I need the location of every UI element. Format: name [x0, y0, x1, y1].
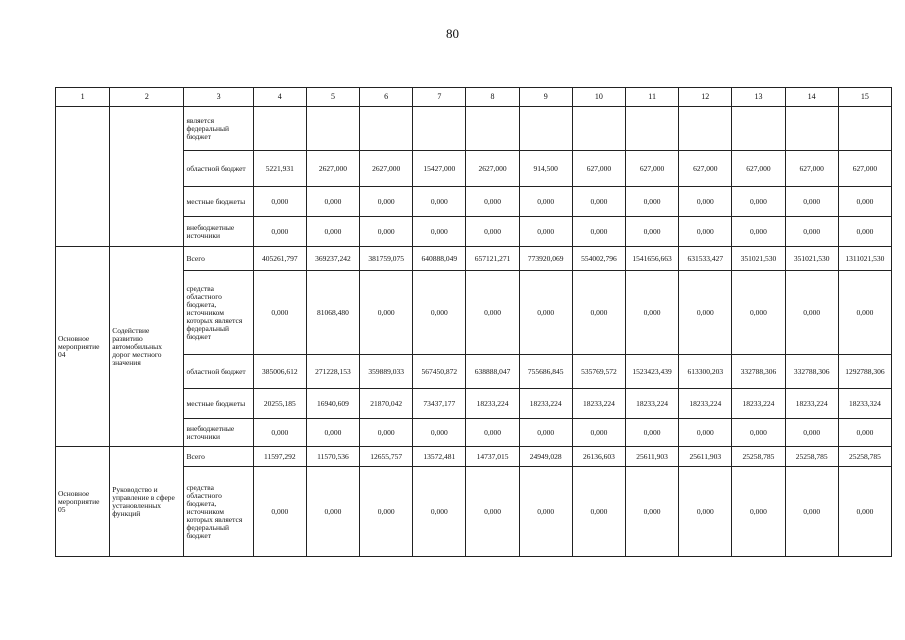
- value-cell: 0,000: [466, 467, 519, 557]
- value-cell: 25611,903: [679, 447, 732, 467]
- funding-source-cell: областной бюджет: [184, 355, 253, 389]
- value-cell: 0,000: [413, 419, 466, 447]
- value-cell: 0,000: [785, 187, 838, 217]
- value-cell: 0,000: [466, 271, 519, 355]
- value-cell: 405261,797: [253, 247, 306, 271]
- value-cell: [466, 107, 519, 151]
- value-cell: 24949,028: [519, 447, 572, 467]
- value-cell: 0,000: [838, 217, 891, 247]
- value-cell: 13572,481: [413, 447, 466, 467]
- value-cell: 0,000: [732, 419, 785, 447]
- value-cell: [519, 107, 572, 151]
- value-cell: 0,000: [838, 187, 891, 217]
- funding-source-cell: Всего: [184, 447, 253, 467]
- column-header-4: 4: [253, 88, 306, 107]
- value-cell: 18233,224: [466, 389, 519, 419]
- value-cell: 25258,785: [732, 447, 785, 467]
- column-header-10: 10: [572, 88, 625, 107]
- value-cell: 0,000: [732, 271, 785, 355]
- value-cell: [785, 107, 838, 151]
- value-cell: 25258,785: [785, 447, 838, 467]
- value-cell: 0,000: [732, 187, 785, 217]
- value-cell: 0,000: [306, 419, 359, 447]
- funding-source-cell: является федеральный бюджет: [184, 107, 253, 151]
- value-cell: 351021,530: [785, 247, 838, 271]
- value-cell: 0,000: [679, 187, 732, 217]
- value-cell: 0,000: [519, 467, 572, 557]
- value-cell: 18233,224: [732, 389, 785, 419]
- value-cell: 0,000: [413, 467, 466, 557]
- value-cell: 381759,075: [360, 247, 413, 271]
- value-cell: 81068,480: [306, 271, 359, 355]
- value-cell: 0,000: [732, 217, 785, 247]
- value-cell: 11597,292: [253, 447, 306, 467]
- value-cell: [732, 107, 785, 151]
- value-cell: [679, 107, 732, 151]
- value-cell: 21870,042: [360, 389, 413, 419]
- value-cell: 12655,757: [360, 447, 413, 467]
- value-cell: 0,000: [732, 467, 785, 557]
- value-cell: 0,000: [360, 271, 413, 355]
- value-cell: 0,000: [253, 217, 306, 247]
- value-cell: 657121,271: [466, 247, 519, 271]
- value-cell: [626, 107, 679, 151]
- value-cell: 1541656,663: [626, 247, 679, 271]
- value-cell: 271228,153: [306, 355, 359, 389]
- event-name-cell: [56, 107, 110, 247]
- value-cell: 627,000: [679, 151, 732, 187]
- value-cell: 0,000: [679, 217, 732, 247]
- value-cell: 627,000: [838, 151, 891, 187]
- value-cell: 0,000: [785, 467, 838, 557]
- value-cell: 0,000: [785, 217, 838, 247]
- value-cell: 0,000: [626, 271, 679, 355]
- value-cell: 359889,033: [360, 355, 413, 389]
- value-cell: 11570,536: [306, 447, 359, 467]
- event-name-cell: Основное мероприятие 05: [56, 447, 110, 557]
- value-cell: 638888,047: [466, 355, 519, 389]
- value-cell: 755686,845: [519, 355, 572, 389]
- column-header-11: 11: [626, 88, 679, 107]
- column-header-13: 13: [732, 88, 785, 107]
- value-cell: 73437,177: [413, 389, 466, 419]
- event-description-cell: [110, 107, 184, 247]
- funding-source-cell: внебюджетные источники: [184, 217, 253, 247]
- funding-source-cell: Всего: [184, 247, 253, 271]
- value-cell: 0,000: [360, 467, 413, 557]
- funding-source-cell: местные бюджеты: [184, 187, 253, 217]
- value-cell: 0,000: [413, 187, 466, 217]
- value-cell: 25258,785: [838, 447, 891, 467]
- value-cell: 0,000: [360, 187, 413, 217]
- value-cell: 627,000: [732, 151, 785, 187]
- value-cell: [253, 107, 306, 151]
- value-cell: 0,000: [306, 217, 359, 247]
- event-name-cell: Основное мероприятие 04: [56, 247, 110, 447]
- value-cell: 0,000: [572, 217, 625, 247]
- event-description-cell: Руководство и управление в сфере установленных функций: [110, 447, 184, 557]
- value-cell: 18233,224: [626, 389, 679, 419]
- funding-source-cell: средства областного бюджета, источником которых является федеральный бюджет: [184, 271, 253, 355]
- value-cell: 1311021,530: [838, 247, 891, 271]
- value-cell: 1523423,439: [626, 355, 679, 389]
- value-cell: 0,000: [838, 467, 891, 557]
- funding-source-cell: местные бюджеты: [184, 389, 253, 419]
- value-cell: 16940,609: [306, 389, 359, 419]
- column-header-5: 5: [306, 88, 359, 107]
- funding-source-cell: областной бюджет: [184, 151, 253, 187]
- event-description-cell: Содействие развитию автомобильных дорог местного значения: [110, 247, 184, 447]
- value-cell: 20255,185: [253, 389, 306, 419]
- value-cell: 25611,903: [626, 447, 679, 467]
- value-cell: 14737,015: [466, 447, 519, 467]
- value-cell: 0,000: [253, 467, 306, 557]
- page-number: 80: [446, 26, 459, 41]
- value-cell: 914,500: [519, 151, 572, 187]
- column-header-9: 9: [519, 88, 572, 107]
- value-cell: 627,000: [572, 151, 625, 187]
- column-header-3: 3: [184, 88, 253, 107]
- value-cell: 567450,872: [413, 355, 466, 389]
- value-cell: 18233,224: [572, 389, 625, 419]
- value-cell: 18233,224: [519, 389, 572, 419]
- value-cell: 0,000: [626, 187, 679, 217]
- value-cell: 18233,324: [838, 389, 891, 419]
- value-cell: 0,000: [466, 419, 519, 447]
- value-cell: [306, 107, 359, 151]
- value-cell: 0,000: [572, 187, 625, 217]
- column-header-15: 15: [838, 88, 891, 107]
- value-cell: 0,000: [626, 217, 679, 247]
- value-cell: 0,000: [572, 419, 625, 447]
- value-cell: 0,000: [253, 271, 306, 355]
- column-header-14: 14: [785, 88, 838, 107]
- value-cell: 5221,931: [253, 151, 306, 187]
- value-cell: 385006,612: [253, 355, 306, 389]
- value-cell: 0,000: [519, 271, 572, 355]
- value-cell: [413, 107, 466, 151]
- value-cell: 535769,572: [572, 355, 625, 389]
- value-cell: 640888,049: [413, 247, 466, 271]
- value-cell: 2627,000: [466, 151, 519, 187]
- value-cell: 2627,000: [306, 151, 359, 187]
- value-cell: 627,000: [626, 151, 679, 187]
- value-cell: 18233,224: [679, 389, 732, 419]
- value-cell: 0,000: [413, 217, 466, 247]
- value-cell: 0,000: [413, 271, 466, 355]
- value-cell: 773920,069: [519, 247, 572, 271]
- value-cell: 26136,603: [572, 447, 625, 467]
- header-row: [56, 88, 892, 107]
- column-header-6: 6: [360, 88, 413, 107]
- value-cell: 369237,242: [306, 247, 359, 271]
- value-cell: 0,000: [838, 271, 891, 355]
- value-cell: 0,000: [306, 187, 359, 217]
- value-cell: [360, 107, 413, 151]
- value-cell: 613300,203: [679, 355, 732, 389]
- funding-source-cell: средства областного бюджета, источником которых является федеральный бюджет: [184, 467, 253, 557]
- table-row: [56, 107, 892, 151]
- value-cell: 0,000: [306, 467, 359, 557]
- column-header-2: 2: [110, 88, 184, 107]
- value-cell: 0,000: [785, 419, 838, 447]
- value-cell: 351021,530: [732, 247, 785, 271]
- value-cell: 0,000: [626, 419, 679, 447]
- value-cell: 627,000: [785, 151, 838, 187]
- value-cell: 0,000: [626, 467, 679, 557]
- value-cell: 1292788,306: [838, 355, 891, 389]
- value-cell: 0,000: [519, 187, 572, 217]
- value-cell: 0,000: [572, 271, 625, 355]
- value-cell: 554002,796: [572, 247, 625, 271]
- value-cell: 15427,000: [413, 151, 466, 187]
- column-header-7: 7: [413, 88, 466, 107]
- value-cell: 0,000: [360, 419, 413, 447]
- value-cell: 0,000: [466, 217, 519, 247]
- value-cell: 2627,000: [360, 151, 413, 187]
- column-header-12: 12: [679, 88, 732, 107]
- value-cell: 0,000: [360, 217, 413, 247]
- value-cell: 332788,306: [732, 355, 785, 389]
- value-cell: [572, 107, 625, 151]
- value-cell: 0,000: [519, 217, 572, 247]
- table-row: [56, 247, 892, 271]
- value-cell: 0,000: [679, 419, 732, 447]
- value-cell: 0,000: [253, 187, 306, 217]
- column-header-1: 1: [56, 88, 110, 107]
- value-cell: 0,000: [679, 467, 732, 557]
- column-header-8: 8: [466, 88, 519, 107]
- budget-table: [55, 87, 892, 557]
- value-cell: 332788,306: [785, 355, 838, 389]
- value-cell: 0,000: [572, 467, 625, 557]
- value-cell: 0,000: [838, 419, 891, 447]
- funding-source-cell: внебюджетные источники: [184, 419, 253, 447]
- value-cell: [838, 107, 891, 151]
- value-cell: 0,000: [466, 187, 519, 217]
- value-cell: 0,000: [679, 271, 732, 355]
- table-row: [56, 447, 892, 467]
- value-cell: 0,000: [519, 419, 572, 447]
- value-cell: 0,000: [785, 271, 838, 355]
- value-cell: 0,000: [253, 419, 306, 447]
- value-cell: 18233,224: [785, 389, 838, 419]
- value-cell: 631533,427: [679, 247, 732, 271]
